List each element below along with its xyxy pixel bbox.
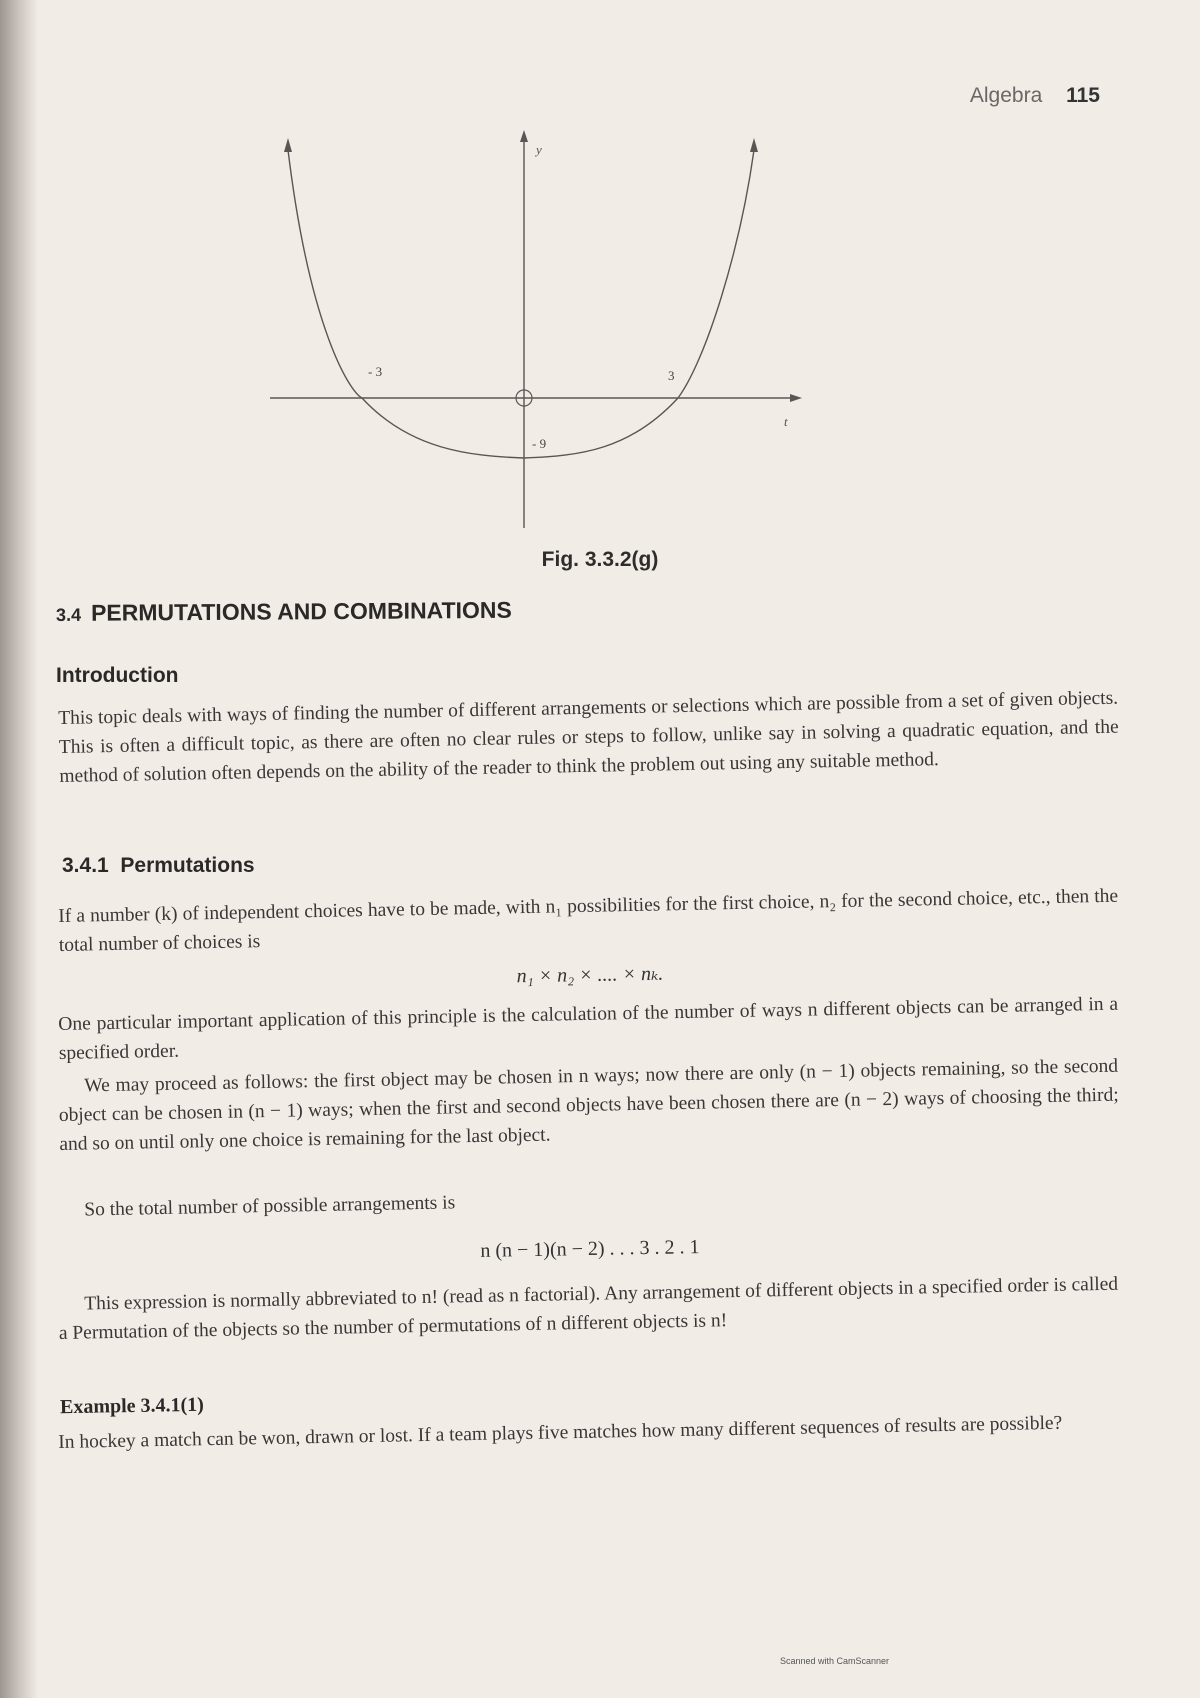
subsection-number: 3.4.1 — [62, 854, 109, 877]
y-axis-label: y — [536, 142, 542, 157]
curve-arrow-left-icon — [284, 138, 292, 152]
formula-product-text: n₁ × n₂ × .... × nₖ. — [516, 962, 664, 988]
permutations-paragraph-1: If a number (k) of independent choices have to be made, with n₁ possibilities for the first choice, n₂ for the second choice, etc., then the total number of choices is — [58, 885, 1119, 956]
section-title: PERMUTATIONS AND COMBINATIONS — [90, 596, 512, 626]
label-3: 3 — [668, 368, 675, 383]
section-number: 3.4 — [55, 604, 82, 625]
y-axis-arrow-icon — [520, 130, 528, 142]
formula-factorial-text: n (n − 1)(n − 2) . . . 3 . 2 . 1 — [480, 1236, 700, 1262]
formula-product — [0, 952, 1180, 998]
curve — [288, 150, 754, 458]
permutations-paragraph-3: We may proceed as follows: the first object may be chosen in n ways; now there are only (n − 1) objects remaining, so the second object can be chosen in (n − 1) ways; when the first and second objects have been chosen there are (n − 2) ways of choosing the third; and so on until only one choice is remaining for the last object. — [58, 1055, 1119, 1155]
introduction-heading: Introduction — [56, 664, 179, 687]
subsection-title: Permutations — [120, 854, 255, 877]
x-axis-arrow-icon — [790, 394, 802, 402]
introduction-paragraph: This topic deals with ways of finding the number of different arrangements or selections which are possible from a set of given objects. This is often a difficult topic, as there are often no clear rules or steps to follow, unlike say in solving a quadratic equation, and the method of solution often depends on the ability of the reader to think the problem out using any suitable method. — [58, 687, 1119, 787]
graph-figure — [270, 130, 830, 530]
scanner-watermark: Scanned with CamScanner — [780, 1656, 890, 1666]
curve-arrow-right-icon — [750, 138, 758, 152]
label-neg-3: - 3 — [368, 364, 383, 379]
x-axis-label: t — [784, 414, 788, 429]
example-text: In hockey a match can be won, drawn or lost. If a team plays five matches how many different sequences of results are possible? — [58, 1412, 1063, 1453]
section-heading — [56, 597, 512, 627]
page-binding-shadow — [0, 0, 38, 1698]
formula-factorial — [0, 1228, 1180, 1272]
permutations-paragraph-4: So the total number of possible arrangements is — [84, 1192, 456, 1221]
subsection-heading — [62, 854, 255, 878]
page-number: 115 — [1066, 84, 1100, 107]
running-header — [970, 84, 1100, 108]
label-neg-9: - 9 — [532, 436, 547, 451]
book-title: Algebra — [969, 84, 1043, 107]
figure-caption: Fig. 3.3.2(g) — [541, 548, 659, 571]
permutations-paragraph-2: One particular important application of this principle is the calculation of the number of ways n different objects can be arranged in a specified order. — [58, 993, 1119, 1064]
example-label: Example 3.4.1(1) — [59, 1393, 205, 1419]
permutations-paragraph-5: This expression is normally abbreviated to n! (read as n factorial). Any arrangement of different objects in a specified order is called a Permutation of the objects so the number of permutations of n different objects is n! — [58, 1273, 1119, 1344]
